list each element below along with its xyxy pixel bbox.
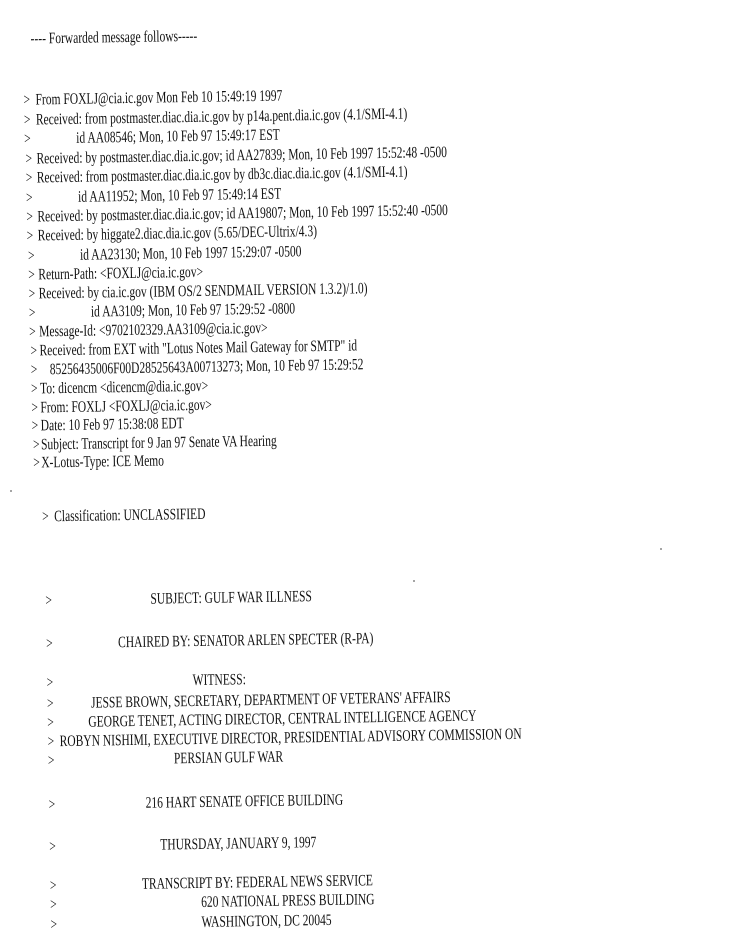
quote-marker: > <box>49 877 57 895</box>
scan-speck <box>10 490 12 492</box>
body-line: JESSE BROWN, SECRETARY, DEPARTMENT OF VETERANS' AFFAIRS <box>90 689 451 712</box>
header-line: Message-Id: <9702102329.AA3109@cia.ic.gov> <box>39 319 268 341</box>
quote-marker: > <box>25 189 33 207</box>
header-line: Date: 10 Feb 97 15:38:08 EDT <box>40 415 184 435</box>
header-line: Received: by postmaster.diac.dia.ic.gov; id AA19807; Mon, 10 Feb 1997 15:52:40 -0500 <box>37 201 449 226</box>
quote-marker: > <box>26 208 34 226</box>
quote-marker: > <box>47 733 55 751</box>
quote-marker: > <box>27 266 35 284</box>
header-line: To: dicencm <dicencm@dia.ic.gov> <box>39 377 209 398</box>
quote-marker: > <box>32 436 40 454</box>
header-line: Received: from EXT with "Lotus Notes Mail Gateway for SMTP" id <box>39 337 358 360</box>
quote-marker: > <box>32 454 40 472</box>
header-line: id AA08546; Mon, 10 Feb 97 15:49:17 EST <box>76 126 280 147</box>
header-line: id AA11952; Mon, 10 Feb 97 15:49:14 EST <box>77 185 282 206</box>
quote-marker: > <box>24 130 32 148</box>
header-line: From: FOXLJ <FOXLJ@cia.ic.gov> <box>40 396 212 417</box>
quote-marker: > <box>47 752 55 770</box>
quote-marker: > <box>48 796 56 814</box>
forwarded-message-line: ---- Forwarded message follows----- <box>30 27 198 48</box>
header-line: Received: from postmaster.diac.dia.ic.gov by db3c.diac.dia.ic.gov (4.1/SMI-4.1) <box>36 163 408 187</box>
header-line: Received: by postmaster.diac.dia.ic.gov; id AA27839; Mon, 10 Feb 1997 15:52:48 -0500 <box>36 143 448 168</box>
scan-speck <box>413 580 415 582</box>
quote-marker: > <box>29 342 37 360</box>
body-line: GEORGE TENET, ACTING DIRECTOR, CENTRAL INTELLIGENCE AGENCY <box>88 707 477 731</box>
quote-marker: > <box>28 285 36 303</box>
header-line: Subject: Transcript for 9 Jan 97 Senate VA Hearing <box>40 432 277 454</box>
body-line: 216 HART SENATE OFFICE BUILDING <box>145 791 344 812</box>
quote-marker: > <box>49 838 56 856</box>
body-line: ROBYN NISHIMI, EXECUTIVE DIRECTOR, PRESIDENTIAL ADVISORY COMMISSION ON <box>59 725 522 751</box>
header-line: Return-Path: <FOXLJ@cia.ic.gov> <box>38 263 204 284</box>
quote-marker: > <box>45 635 53 653</box>
quote-marker: > <box>27 247 35 265</box>
header-line: Received: from postmaster.diac.dia.ic.gov by p14a.pent.dia.ic.gov (4.1/SMI-4.1) <box>35 105 408 129</box>
quote-marker: > <box>30 361 38 379</box>
classification-line: Classification: UNCLASSIFIED <box>53 505 206 526</box>
header-line: Received: by higgate2.diac.dia.ic.gov (5.65/DEC-Ultrix/4.3) <box>37 223 318 245</box>
body-line: WITNESS: <box>192 671 246 690</box>
quote-marker: > <box>30 380 38 398</box>
quote-marker: > <box>50 896 57 914</box>
quote-marker: > <box>41 508 49 526</box>
quote-marker: > <box>25 169 33 187</box>
quote-marker: > <box>31 399 39 417</box>
header-line: Received: by cia.ic.gov (IBM OS/2 SENDMAIL VERSION 1.3.2)/1.0) <box>38 280 368 303</box>
body-line: 620 NATIONAL PRESS BUILDING <box>201 891 375 911</box>
quote-marker: > <box>23 91 31 109</box>
body-line: SUBJECT: GULF WAR ILLNESS <box>150 588 313 608</box>
quote-marker: > <box>29 323 37 341</box>
quote-marker: > <box>24 150 32 168</box>
header-line: id AA3109; Mon, 10 Feb 97 15:29:52 -0800 <box>90 300 296 321</box>
quote-marker: > <box>46 695 54 713</box>
header-line: From FOXLJ@cia.ic.gov Mon Feb 10 15:49:19 1997 <box>35 87 283 109</box>
quote-marker: > <box>47 714 54 732</box>
scan-speck <box>660 548 662 550</box>
body-line: CHAIRED BY: SENATOR ARLEN SPECTER (R-PA) <box>117 630 374 652</box>
quote-marker: > <box>26 227 34 245</box>
body-line: WASHINGTON, DC 20045 <box>201 911 332 931</box>
header-line: id AA23130; Mon, 10 Feb 1997 15:29:07 -0500 <box>79 243 302 264</box>
quote-marker: > <box>31 417 39 435</box>
quote-marker: > <box>23 111 31 129</box>
quote-marker: > <box>50 916 58 934</box>
quote-marker: > <box>28 304 36 322</box>
header-line: X-Lotus-Type: ICE Memo <box>41 452 165 472</box>
body-line: THURSDAY, JANUARY 9, 1997 <box>160 834 317 854</box>
header-line: 85256435006F00D28525643A00713273; Mon, 10 Feb 97 15:29:52 <box>49 356 364 379</box>
quote-marker: > <box>46 674 54 692</box>
quote-marker: > <box>45 592 53 610</box>
body-line: TRANSCRIPT BY: FEDERAL NEWS SERVICE <box>141 872 374 893</box>
body-line: PERSIAN GULF WAR <box>173 748 284 768</box>
